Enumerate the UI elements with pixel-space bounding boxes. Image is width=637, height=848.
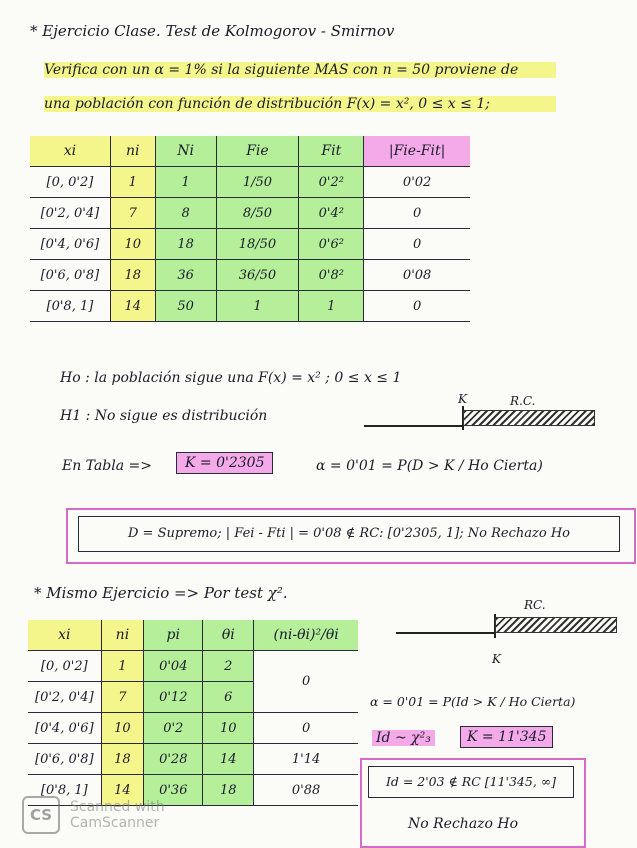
chi-header-stat: (ni-θi)²/θi [254, 620, 358, 651]
chi-cell: 14 [101, 775, 144, 806]
chi-cell: 7 [101, 682, 144, 713]
alpha-line-1: α = 0'01 = P(D > K / Ho Cierta) [316, 458, 543, 474]
ks-cell: 0'02 [364, 167, 470, 198]
ks-cell: 0 [364, 198, 470, 229]
chi-merged-cell: 0 [254, 651, 358, 713]
watermark-text [70, 799, 165, 831]
chi-cell: 0'28 [144, 744, 203, 775]
ks-cell: [0, 0'2] [30, 167, 110, 198]
chi-cell: 10 [203, 713, 254, 744]
ks-header-Ni: Ni [155, 136, 216, 167]
camscanner-logo-icon: CS [22, 796, 60, 834]
watermark-line-1: Scanned with [70, 799, 165, 815]
table-row [30, 167, 470, 198]
chi-cell: 0'04 [144, 651, 203, 682]
ks-cell: 18 [155, 229, 216, 260]
chi-cell: 18 [203, 775, 254, 806]
chi-cell: [0'8, 1] [28, 775, 101, 806]
ks-cell: 0 [364, 291, 470, 322]
ks-header-Fie: Fie [216, 136, 299, 167]
chi-header-thetai: θi [203, 620, 254, 651]
ks-cell: 0'2² [299, 167, 364, 198]
ks-header-diff: |Fie-Fit| [364, 136, 470, 167]
k-value-box: K = 0'2305 [176, 452, 273, 474]
ks-cell: 18 [110, 260, 155, 291]
ks-header-xi: xi [30, 136, 110, 167]
watermark-line-2: CamScanner [70, 815, 160, 831]
chi-cell: 0'12 [144, 682, 203, 713]
table-row [28, 744, 358, 775]
ks-cell: [0'8, 1] [30, 291, 110, 322]
id-distribution: Id ~ χ²₃ [372, 730, 435, 746]
ks-cell: 1 [216, 291, 299, 322]
ks-header-ni: ni [110, 136, 155, 167]
chi-cell: [0'6, 0'8] [28, 744, 101, 775]
ks-cell: 8 [155, 198, 216, 229]
ks-cell: 0'6² [299, 229, 364, 260]
ks-cell: 0'4² [299, 198, 364, 229]
table-row [28, 713, 358, 744]
k-label-1: K [458, 392, 467, 406]
chi-cell: [0'2, 0'4] [28, 682, 101, 713]
chi-cell: [0, 0'2] [28, 651, 101, 682]
alpha-line-2: α = 0'01 = P(Id > K / Ho Cierta) [370, 694, 576, 709]
hypothesis-h0: Ho : la población sigue una F(x) = x² ; 0 ≤ x ≤ 1 [60, 370, 402, 386]
axis-line-2 [396, 632, 496, 634]
chi-table [28, 620, 358, 806]
title-chi: * Mismo Ejercicio => Por test χ². [34, 584, 288, 602]
chi-cell: 14 [203, 744, 254, 775]
hypothesis-h1: H1 : No sigue es distribución [60, 408, 268, 424]
id-result: Id = 2'03 ∉ RC [11'345, ∞] [368, 766, 574, 798]
table-row [30, 229, 470, 260]
en-tabla-label: En Tabla => [62, 458, 152, 474]
ks-cell: 0'8² [299, 260, 364, 291]
conclusion-1: D = Supremo; | Fei - Fti | = 0'08 ∉ RC: [0'2305, 1]; No Rechazo Ho [78, 516, 620, 552]
table-row [30, 291, 470, 322]
table-row [28, 651, 358, 682]
chi-table-header [28, 620, 358, 651]
rc-label-1: R.C. [510, 394, 536, 408]
rc-label-2: RC. [524, 598, 546, 612]
axis-line-1 [364, 425, 464, 427]
ks-table-header [30, 136, 470, 167]
title-ks: * Ejercicio Clase. Test de Kolmogorov - Smirnov [30, 22, 395, 40]
rejection-region-2 [495, 617, 617, 633]
k-value-box-2: K = 11'345 [460, 726, 553, 748]
chi-cell: [0'4, 0'6] [28, 713, 101, 744]
ks-cell: 36 [155, 260, 216, 291]
chi-cell: 0'36 [144, 775, 203, 806]
ks-cell: 1 [155, 167, 216, 198]
ks-cell: [0'2, 0'4] [30, 198, 110, 229]
chi-cell: 10 [101, 713, 144, 744]
ks-cell: [0'4, 0'6] [30, 229, 110, 260]
chi-cell: 0 [254, 713, 358, 744]
ks-cell: 14 [110, 291, 155, 322]
chi-cell: 0'88 [254, 775, 358, 806]
ks-cell: 18/50 [216, 229, 299, 260]
ks-cell: 1 [299, 291, 364, 322]
chi-header-ni: ni [101, 620, 144, 651]
ks-cell: 36/50 [216, 260, 299, 291]
conclusion-2: No Rechazo Ho [408, 816, 519, 832]
table-row [30, 260, 470, 291]
ks-cell: 50 [155, 291, 216, 322]
chi-cell: 0'2 [144, 713, 203, 744]
table-row [30, 198, 470, 229]
ks-cell: 0'08 [364, 260, 470, 291]
chi-cell: 1'14 [254, 744, 358, 775]
ks-cell: 7 [110, 198, 155, 229]
statement-line-2: una población con función de distribución F(x) = x², 0 ≤ x ≤ 1; [44, 96, 556, 112]
chi-header-pi: pi [144, 620, 203, 651]
ks-cell: 1/50 [216, 167, 299, 198]
chi-cell: 6 [203, 682, 254, 713]
ks-cell: 10 [110, 229, 155, 260]
chi-cell: 1 [101, 651, 144, 682]
ks-cell: 1 [110, 167, 155, 198]
k-label-2: K [492, 652, 501, 666]
ks-table [30, 136, 470, 322]
statement-line-1: Verifica con un α = 1% si la siguiente MAS con n = 50 proviene de [44, 62, 556, 78]
ks-cell: [0'6, 0'8] [30, 260, 110, 291]
ks-cell: 8/50 [216, 198, 299, 229]
chi-header-xi: xi [28, 620, 101, 651]
ks-cell: 0 [364, 229, 470, 260]
chi-cell: 2 [203, 651, 254, 682]
camscanner-watermark [22, 796, 165, 834]
chi-cell: 18 [101, 744, 144, 775]
rejection-region-1 [463, 410, 595, 426]
ks-header-Fit: Fit [299, 136, 364, 167]
